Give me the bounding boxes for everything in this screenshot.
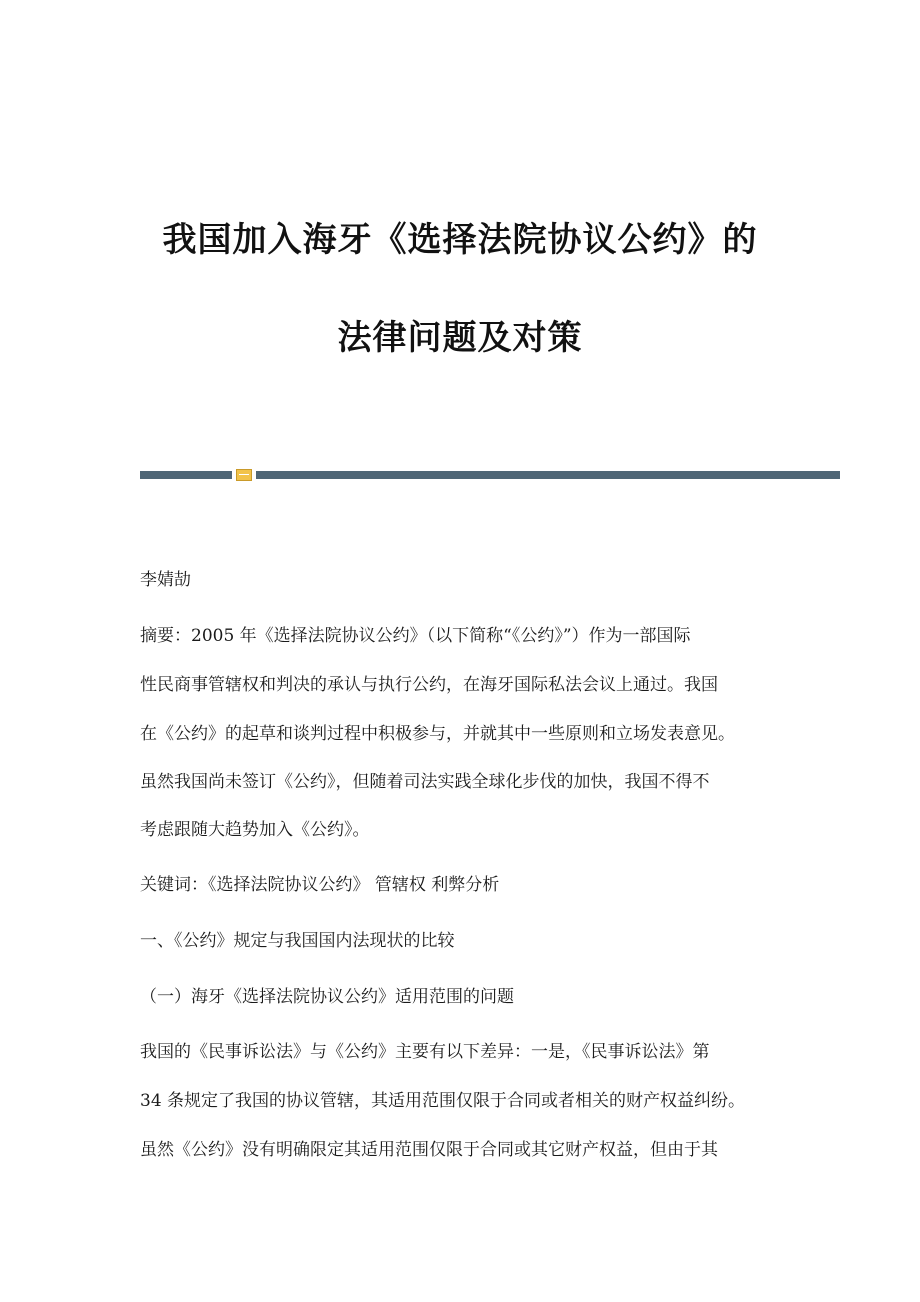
title-divider-right xyxy=(256,471,840,479)
abstract-line: 考虑跟随大趋势加入《公约》。 xyxy=(140,820,370,840)
body-line: 34 条规定了我国的协议管辖，其适用范围仅限于合同或者相关的财产权益纠纷。 xyxy=(140,1091,746,1111)
abstract-line: 虽然我国尚未签订《公约》，但随着司法实践全球化步伐的加快，我国不得不 xyxy=(140,772,710,792)
author-name: 李婧劼 xyxy=(140,570,191,590)
body-line: 虽然《公约》没有明确限定其适用范围仅限于合同或其它财产权益，但由于其 xyxy=(140,1140,718,1160)
document-title-line-1: 我国加入海牙《选择法院协议公约》的 xyxy=(162,220,758,260)
document-title-line-2: 法律问题及对策 xyxy=(337,318,583,358)
section-heading: 一、《公约》规定与我国国内法现状的比较 xyxy=(140,931,455,951)
abstract-line: 摘要：2005 年《选择法院协议公约》（以下简称“《公约》”）作为一部国际 xyxy=(140,626,691,646)
keywords-line: 关键词：《选择法院协议公约》 管辖权 利弊分析 xyxy=(140,875,500,895)
title-divider-left xyxy=(140,471,232,479)
subsection-heading: （一）海牙《选择法院协议公约》适用范围的问题 xyxy=(140,987,514,1007)
abstract-line: 性民商事管辖权和判决的承认与执行公约，在海牙国际私法会议上通过。我国 xyxy=(140,675,718,695)
body-line: 我国的《民事诉讼法》与《公约》主要有以下差异：一是，《民事诉讼法》第 xyxy=(140,1042,710,1062)
divider-ornament-icon xyxy=(236,469,252,481)
abstract-line: 在《公约》的起草和谈判过程中积极参与，并就其中一些原则和立场发表意见。 xyxy=(140,724,735,744)
